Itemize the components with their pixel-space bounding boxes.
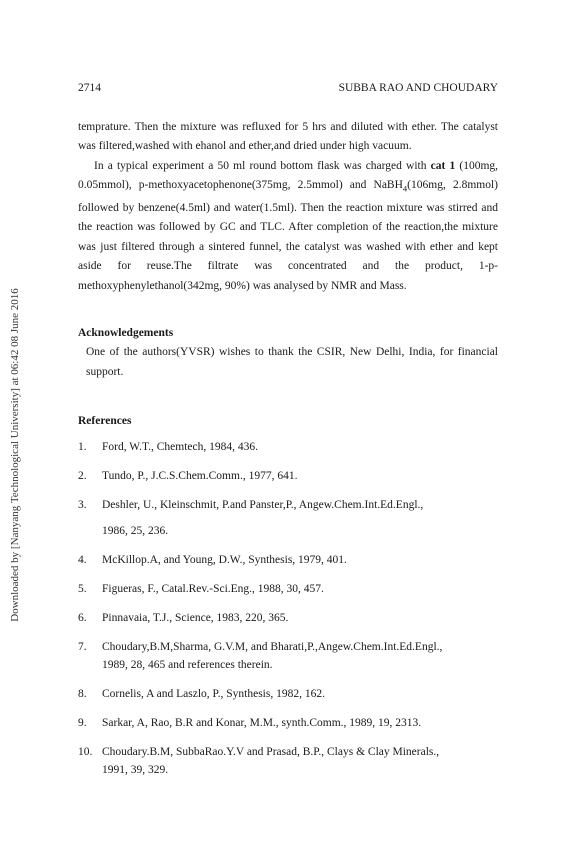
reference-number: 6. [78, 611, 87, 624]
reference-number: 2. [78, 469, 87, 482]
reference-text: Deshler, U., Kleinschmit, P.and Panster,P., Angew.Chem.Int.Ed.Engl., [102, 498, 424, 511]
reference-text: Figueras, F., Catal.Rev.-Sci.Eng., 1988, 30, 457. [102, 582, 324, 595]
reference-text-continued: 1991, 39, 329. [102, 763, 169, 776]
reference-item [78, 496, 498, 540]
reference-text: McKillop.A, and Young, D.W., Synthesis, 1979, 401. [102, 553, 347, 566]
page-header [78, 82, 498, 94]
reference-text: Tundo, P., J.C.S.Chem.Comm., 1977, 641. [102, 469, 298, 482]
experiment-text-a: In a typical experiment a 50 ml round bottom flask was charged with [94, 159, 431, 172]
reference-text-continued: 1986, 25, 236. [102, 524, 169, 537]
download-watermark [6, 245, 24, 665]
reference-text: Pinnavaia, T.J., Science, 1983, 220, 365. [102, 611, 289, 624]
reference-item [78, 580, 498, 598]
subscript-4: 4 [402, 183, 408, 194]
page-number: 2714 [78, 82, 101, 94]
reference-number: 9. [78, 716, 87, 729]
reference-item [78, 638, 498, 674]
reference-text: Choudary,B.M,Sharma, G.V.M, and Bharati,P.,Angew.Chem.Int.Ed.Engl., [102, 640, 443, 653]
reference-text: Sarkar, A, Rao, B.R and Konar, M.M., synth.Comm., 1989, 19, 2313. [102, 716, 422, 729]
paragraph-procedure-end: temprature. Then the mixture was refluxed for 5 hrs and diluted with ether. The catalyst was filtered,washed with ehanol and ether,and dried under high vacuum. [78, 121, 498, 153]
acknowledgements-text: One of the authors(YVSR) wishes to thank the CSIR, New Delhi, India, for financial support. [86, 346, 498, 378]
reference-item [78, 609, 498, 627]
reference-number: 5. [78, 582, 87, 595]
references-heading: References [78, 415, 132, 428]
reference-number: 8. [78, 687, 87, 700]
experiment-text-c: (106mg, 2.8mmol) followed by benzene(4.5ml) and water(1.5ml). Then the reaction mixture was stirred and the reaction was followed by GC and TLC. After completion of the reaction,the mixture was just filtered through a sintered funnel, the catalyst was washed with ether and kept aside for reuse.The filtrate was concentrated and the product, 1-p-methoxyphenylethanol(342mg, 90%) was analysed by NMR and Mass. [78, 179, 498, 292]
reference-number: 1. [78, 440, 87, 453]
reference-item [78, 467, 498, 485]
reference-item [78, 438, 498, 456]
reference-list [78, 438, 498, 779]
catalyst-label: cat 1 [430, 159, 456, 172]
download-watermark-text: Downloaded by [Nanyang Technological University] at 06:42 08 June 2016 [9, 288, 21, 622]
reference-number: 4. [78, 553, 87, 566]
reference-text-continued: 1989, 28, 465 and references therein. [102, 658, 273, 671]
reference-text: Ford, W.T., Chemtech, 1984, 436. [102, 440, 258, 453]
acknowledgements-heading: Acknowledgements [78, 326, 174, 339]
reference-number: 7. [78, 640, 87, 653]
reference-item [78, 685, 498, 703]
reference-item [78, 743, 498, 779]
reference-text: Cornelis, A and Laszlo, P., Synthesis, 1982, 162. [102, 687, 325, 700]
reference-number: 3. [78, 498, 87, 511]
reference-text: Choudary.B.M, SubbaRao.Y.V and Prasad, B.P., Clays & Clay Minerals., [102, 745, 440, 758]
page-content [78, 118, 498, 790]
reference-number: 10. [78, 745, 93, 758]
reference-item [78, 714, 498, 732]
reference-item [78, 551, 498, 569]
experiment-text-b: (100mg, 0.05mmol), p-methoxyacetophenone(375mg, 2.5mmol) and NaBH [78, 159, 499, 192]
paragraph-typical-experiment [78, 157, 498, 296]
running-title: SUBBA RAO AND CHOUDARY [338, 82, 498, 94]
